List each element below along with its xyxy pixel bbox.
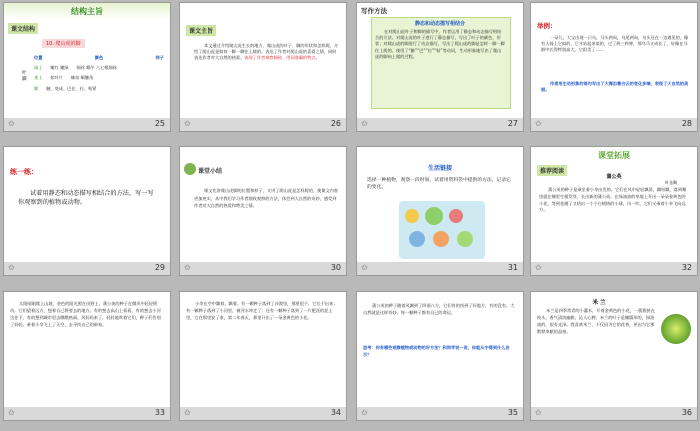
slide-number: 36 — [681, 408, 692, 417]
activity-text: 选择一种植物，观察一段时间，试着用资料袋中提供的方法，记录它的变化。 — [367, 178, 511, 190]
slide-31[interactable] — [357, 147, 523, 275]
summary-text: 本文通过介绍爬山虎生长的地方、爬山虎的叶子、脚的形状和怎样爬，介绍了爬山虎是如何一脚一脚往上爬的。表达了作者对爬山虎的喜爱之情，同时表达作者对大自然的热爱。 — [194, 43, 339, 61]
transition-icon: ✩ — [535, 119, 542, 128]
slide-27[interactable] — [357, 3, 523, 131]
thumb-footer — [4, 407, 170, 420]
reading-text: 太阳刚刚爬上山坡，金色的阳光照在田野上，蒲公英的种子在微风中轻轻摇动。它们望着远方，想着自己将要去的地方。有的想去高山上看看，有的想去小河边住下，有的想到城市里去瞧瞧热闹。风妈妈来了，轻轻地吹着它们，种子们告别了妈妈，乘着小伞飞上了天空，去寻找自己的新家。 — [10, 301, 161, 327]
transition-icon: ✩ — [535, 263, 542, 272]
photo-icon — [449, 209, 463, 223]
transition-icon: ✩ — [8, 119, 15, 128]
slide-number: 32 — [681, 263, 692, 272]
transition-icon: ✩ — [361, 408, 368, 417]
slide-26[interactable] — [180, 3, 346, 131]
summary-text: 课文先讲爬山虎脚的位置和样子，又讲了爬山虎是怎样爬的，使课文内容更加充实，从中我们学习作者细致观察的方法，体会到大自然的奇妙，感受到作者对大自然的热爱和赞美之情。 — [194, 188, 339, 208]
reading-title: 蒲公英 — [606, 174, 622, 180]
slide-number: 25 — [154, 119, 165, 128]
slide-number: 27 — [507, 119, 518, 128]
method-text: 在对爬山虎叶子和脚的描写中，作者运用了静态和动态描写相结合的方法。对爬山虎的叶子进行了静态描写，写出了叶子的颜色、形状；对爬山虎的脚进行了动态描写，写出了爬山虎的脚是怎样一脚一脚往上爬的。使用了“触”“巴”“拉”“贴”等动词，生动形象地写出了爬山虎的脚向上爬的过程。 — [375, 29, 505, 59]
slide-number: 34 — [330, 408, 341, 417]
transition-icon: ✩ — [184, 408, 191, 417]
slide-title: 结构主旨 — [71, 7, 103, 16]
transition-icon: ✩ — [535, 408, 542, 417]
photo-icon — [409, 231, 425, 247]
photo-icon — [433, 231, 449, 247]
slide-title: 米 兰 — [592, 300, 606, 306]
transition-icon: ✩ — [184, 119, 191, 128]
thumb-footer — [180, 118, 346, 131]
photo-icon — [425, 207, 443, 225]
thumb-footer — [180, 262, 346, 275]
section-label: 推荐阅读 — [537, 165, 567, 176]
reading-text: 小伞在空中飘着，飘着。有一颗种子落到了沙漠里，那里很干，它长不出来；有一颗种子落到了小河里，被河水冲走了；还有一颗种子落到了一片肥沃的泥土里，它在那里安了家，第二年春天，那里开出了一朵金黄色的小花。 — [186, 301, 338, 320]
transition-icon: ✩ — [361, 263, 368, 272]
example-text: 一朵儿，大宝出现一只乌，马头两向，乌尾两向，乌头还在一边遇见的，像有人骑上它似的，它才站起来似的，过了两三秒钟，那乌马又成长了，好像在马群中长得特别高大，它很美了…… — [541, 35, 689, 53]
example-note: 作者用生动形象的语句写出了大海沿着白云的变化多端，表现了大自然的美丽。 — [541, 81, 689, 93]
thumb-footer — [180, 407, 346, 420]
transition-icon: ✩ — [8, 408, 15, 417]
slide-number: 28 — [681, 119, 692, 128]
slide-number: 33 — [154, 408, 165, 417]
thumb-footer — [531, 118, 697, 131]
transition-icon: ✩ — [8, 263, 15, 272]
vertical-label: 叶 脚 — [22, 71, 27, 82]
section-label: 课堂小结 — [198, 168, 223, 175]
slide-34[interactable] — [180, 292, 346, 420]
slide-28[interactable] — [531, 3, 697, 131]
transition-icon: ✩ — [184, 263, 191, 272]
section-label: 生活链接 — [427, 165, 452, 172]
slide-25[interactable] — [4, 3, 170, 131]
photo-icon — [457, 231, 473, 247]
slide-number: 30 — [330, 263, 341, 272]
thumb-footer — [4, 262, 170, 275]
flower-image — [661, 314, 691, 344]
lesson-label: 10. 爬山虎的脚 — [42, 39, 85, 48]
photo-icon — [405, 209, 419, 223]
thumb-footer — [357, 118, 523, 131]
thumb-footer — [357, 262, 523, 275]
exercise-text: 试着用静态和动态描写相结合的方法，写一写你观察到的植物或动物。 — [18, 190, 154, 206]
slide-number: 31 — [507, 263, 518, 272]
slide-35[interactable] — [357, 292, 523, 420]
summary-highlight: 表现了作者观察细致、用词准确的特点。 — [244, 55, 320, 61]
slide-number: 29 — [154, 263, 165, 272]
table-header: 位置 颜色 样子 — [34, 55, 164, 60]
reading-author: 叶圣陶 — [665, 180, 677, 185]
slide-29[interactable] — [4, 147, 170, 275]
illustration-image — [399, 201, 485, 259]
thumb-footer — [531, 407, 697, 420]
slide-30[interactable] — [180, 147, 346, 275]
section-label: 练一练： — [10, 168, 38, 176]
section-label: 课文主旨 — [186, 25, 216, 36]
table-row: 茎上 如叶片 蛛丝 蜗触角 — [34, 75, 94, 81]
section-label: 课文结构 — [8, 23, 38, 34]
slide-32[interactable] — [531, 147, 697, 275]
slide-33[interactable] — [4, 292, 170, 420]
slide-36[interactable] — [531, 292, 697, 420]
thumb-footer — [357, 407, 523, 420]
slide-number: 26 — [330, 119, 341, 128]
leaf-icon — [184, 163, 196, 175]
slide-title: 课堂拓展 — [598, 151, 630, 160]
reading-text: 蒲公英的种子随着风飘到了四面八方，它们有的找到了好地方，有的没有。大自然就是这样奇妙，每一颗种子都有自己的命运。 — [363, 303, 515, 315]
reading-text: 米兰是四季常青的小灌木，开着金黄色的小花，一簇簇挤在枝头。香气清淡幽雅，沁人心脾。米兰的叶子是椭圆形的，绿油油的，很有光泽。我喜欢米兰，不仅因为它的花香，更因为它那默默奉献的品格。 — [537, 308, 655, 334]
section-label: 举例： — [537, 22, 557, 30]
reading-text: 蒲公英的种子是乘坐着小伞出发的。它们在风中轻轻飘荡，飘呀飘，落到哪里就在哪里生根发芽，长出新的蒲公英。在绿油油的草地上开出一朵朵金黄色的小花，等到花谢了又结出一个个白绒绒的小球，风一吹，它们又乘着小伞飞向远方。 — [539, 187, 687, 213]
thumb-footer — [531, 262, 697, 275]
slide-number: 35 — [507, 408, 518, 417]
transition-icon: ✩ — [361, 119, 368, 128]
section-label: 写作方法 — [361, 7, 387, 15]
method-subtitle: 静态和动态描写相结合 — [414, 21, 465, 27]
table-row: 脚 触、变成、巴住、拉、贴紧 — [34, 85, 97, 91]
table-row: 墙上 嫩红 嫩绿 细丝 蜗牛 六七根细丝 — [34, 65, 117, 71]
thumb-footer — [4, 118, 170, 131]
question-text: 思考：你有哪些观察植物或动物的好方法？和同学说一说，你能从中得到什么启示？ — [363, 345, 510, 357]
